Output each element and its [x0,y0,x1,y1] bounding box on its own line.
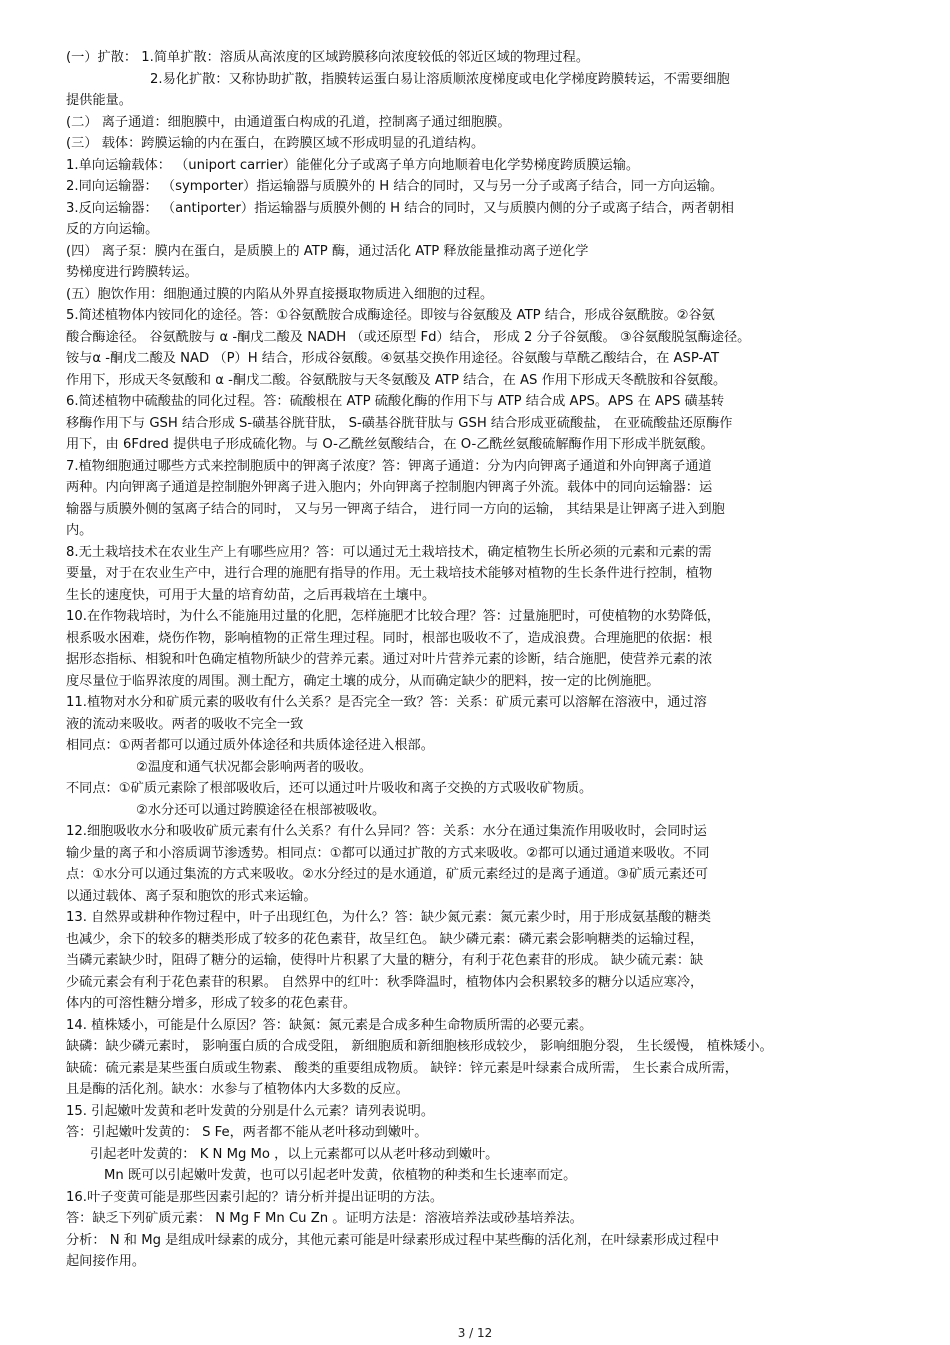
text-line: 答：缺乏下列矿质元素： N Mg F Mn Cu Zn 。证明方法是：溶液培养法或砂基培养法。 [66,1211,583,1226]
text-line: 2.同向运输器： （symporter）指运输器与质膜外的 H 结合的同时，又与另一分子或离子结合，同一方向运输。 [66,179,724,194]
text-line: 当磷元素缺少时，阻碍了糖分的运输，使得叶片积累了大量的糖分，有利于花色素苷的形成。 缺少硫元素：缺 [66,953,704,968]
text-line: 作用下，形成天冬氨酸和 α -酮戊二酸。谷氨酰胺与天冬氨酸及 ATP 结合，在 AS 作用下形成天冬酰胺和谷氨酸。 [66,372,727,388]
text-line: 以通过载体、离子泵和胞饮的形式来运输。 [66,888,317,904]
text-line: 分析： N 和 Mg 是组成叶绿素的成分，其他元素可能是叶绿素形成过程中某些酶的活化剂，在叶绿素形成过程中 [66,1232,720,1248]
text-line: 少硫元素会有利于花色素苷的积累。 自然界中的红叶：秋季降温时，植物体内会积累较多的糖分以适应寒冷， [66,974,704,990]
text-line: 16.叶子变黄可能是那些因素引起的？请分析并提出证明的方法。 [66,1189,444,1205]
text-line: 且是酶的活化剂。缺水：水参与了植物体内大多数的反应。 [66,1082,409,1097]
text-line: (一）扩散： 1.简单扩散：溶质从高浓度的区域跨膜移向浓度较低的邻近区域的物理过程。 [66,50,590,65]
text-line: 提供能量。 [66,93,132,108]
text-line: 液的流动来吸收。两者的吸收不完全一致 [66,716,304,732]
text-line: (二） 离子通道：细胞膜中，由通道蛋白构成的孔道，控制离子通过细胞膜。 [66,114,511,130]
text-line: 点：①水分可以通过集流的方式来吸收。②水分经过的是水通道，矿质元素经过的是离子通道。③矿质元素还可 [66,867,709,882]
text-line: 根系吸水困难，烧伤作物，影响植物的正常生理过程。同时，根部也吸收不了，造成浪费。合理施肥的依据：根 [66,630,713,646]
text-line: 8.无土栽培技术在农业生产上有哪些应用？答：可以通过无土栽培技术，确定植物生长所必须的元素和元素的需 [66,544,712,560]
text-line: 13. 自然界或耕种作物过程中，叶子出现红色，为什么？答：缺少氮元素：氮元素少时，用于形成氨基酸的糖类 [66,910,711,925]
text-line: 相同点：①两者都可以通过质外体途径和共质体途径进入根部。 [66,738,434,753]
text-line: (五）胞饮作用：细胞通过膜的内陷从外界直接摄取物质进入细胞的过程。 [66,286,494,302]
text-line: 答：引起嫩叶发黄的： S Fe，两者都不能从老叶移动到嫩叶。 [66,1125,428,1140]
text-line: 用下，由 6Fdred 提供电子形成硫化物。与 O-乙酰丝氨酸结合，在 O-乙酰丝氨酸硫解酶作用下形成半胱氨酸。 [66,437,714,452]
text-line: 5.简述植物体内铵同化的途径。答：①谷氨酰胺合成酶途径。即铵与谷氨酸及 ATP 结合，形成谷氨酰胺。②谷氨 [66,308,715,323]
text-line: 6.简述植物中硫酸盐的同化过程。答：硫酸根在 ATP 硫酸化酶的作用下与 ATP 结合成 APS。APS 在 APS 磺基转 [66,394,725,409]
text-line: 缺磷：缺少磷元素时， 影响蛋白质的合成受阻， 新细胞质和新细胞核形成较少， 影响细胞分裂， 生长缓慢， 植株矮小。 [66,1039,773,1054]
text-line: 要量，对于在农业生产中，进行合理的施肥有指导的作用。无土栽培技术能够对植物的生长条件进行控制，植物 [66,566,713,581]
text-line: 也减少，余下的较多的糖类形成了较多的花色素苷，故呈红色。 缺少磷元素：磷元素会影响糖类的运输过程， [66,931,704,947]
text-line: 酸合酶途径。 谷氨酰胺与 α -酮戊二酸及 NADH （或还原型 Fd）结合， 形成 2 分子谷氨酸。 ③谷氨酸脱氢酶途径。 [66,329,751,345]
text-line: 铵与α -酮戊二酸及 NAD （P）H 结合，形成谷氨酸。④氨基交换作用途径。谷氨酸与草酰乙酸结合，在 ASP-AT [66,351,720,366]
text-line: ②温度和通气状况都会影响两者的吸收。 [136,759,373,775]
text-line: 引起老叶发黄的： K N Mg Mo ，以上元素都可以从老叶移动到嫩叶。 [90,1146,499,1162]
text-line: 2.易化扩散：又称协助扩散，指膜转运蛋白易让溶质顺浓度梯度或电化学梯度跨膜转运，不需要细胞 [150,71,730,87]
text-line: 体内的可溶性糖分增多，形成了较多的花色素苷。 [66,996,357,1011]
text-line: 缺硫：硫元素是某些蛋白质或生物素、 酸类的重要组成物质。 缺锌：锌元素是叶绿素合成所需， 生长素合成所需， [66,1060,738,1076]
page-number: 3 / 12 [457,1326,493,1340]
text-line: 生长的速度快，可用于大量的培育幼苗，之后再栽培在土壤中。 [66,587,436,603]
text-line: 势梯度进行跨膜转运。 [66,265,198,280]
text-line: 1.单向运输载体： （uniport carrier）能催化分子或离子单方向地顺着电化学势梯度跨质膜运输。 [66,157,640,173]
text-line: 10.在作物栽培时，为什么不能施用过量的化肥，怎样施肥才比较合理？答：过量施肥时，可使植物的水势降低， [66,609,720,624]
text-line: 内。 [66,523,93,538]
text-line: 反的方向运输。 [66,222,159,237]
text-line: 12.细胞吸收水分和吸收矿质元素有什么关系？有什么异同？答：关系：水分在通过集流作用吸收时，会同时运 [66,824,707,839]
text-line: 输器与质膜外侧的氢离子结合的同时， 又与另一钾离子结合， 进行同一方向的运输， 其结果是让钾离子进入到胞 [66,501,725,517]
text-line: ②水分还可以通过跨膜途径在根部被吸收。 [136,802,386,818]
text-line: 度尽量位于临界浓度的周围。测土配方，确定土壤的成分，从而确定缺少的肥料，按一定的比例施肥。 [66,673,660,689]
text-line: 不同点：①矿质元素除了根部吸收后，还可以通过叶片吸收和离子交换的方式吸收矿物质。 [66,781,593,796]
text-line: 7.植物细胞通过哪些方式来控制胞质中的钾离子浓度？答：钾离子通道：分为内向钾离子通道和外向钾离子通道 [66,458,712,474]
text-line: Mn 既可以引起嫩叶发黄，也可以引起老叶发黄，依植物的种类和生长速率而定。 [104,1168,577,1183]
document-body [66,47,886,1273]
text-line: 两种。内向钾离子通道是控制胞外钾离子进入胞内；外向钾离子控制胞内钾离子外流。载体中的同向运输器：运 [66,480,713,495]
text-line: (三） 载体：跨膜运输的内在蛋白，在跨膜区域不形成明显的孔道结构。 [66,136,485,151]
text-line: (四） 离子泵：膜内在蛋白，是质膜上的 ATP 酶，通过活化 ATP 释放能量推动离子逆化学 [66,243,589,259]
text-line: 11.植物对水分和矿质元素的吸收有什么关系？是否完全一致？答：关系：矿质元素可以溶解在溶液中，通过溶 [66,695,707,710]
text-line: 起间接作用。 [66,1254,146,1269]
text-line: 14. 植株矮小，可能是什么原因？答：缺氮：氮元素是合成多种生命物质所需的必要元素。 [66,1017,593,1033]
text-line: 据形态指标、相貌和叶色确定植物所缺少的营养元素。通过对叶片营养元素的诊断，结合施肥，使营养元素的浓 [66,652,713,667]
text-line: 15. 引起嫩叶发黄和老叶发黄的分别是什么元素？请列表说明。 [66,1103,435,1119]
text-line: 输少量的离子和小溶质调节渗透势。相同点：①都可以通过扩散的方式来吸收。②都可以通过通道来吸收。不同 [66,845,710,861]
text-line: 3.反向运输器： （antiporter）指运输器与质膜外侧的 H 结合的同时，又与质膜内侧的分子或离子结合，两者朝相 [66,200,734,216]
text-line: 移酶作用下与 GSH 结合形成 S-磺基谷胱苷肽， S-磺基谷胱苷肽与 GSH 结合形成亚硫酸盐， 在亚硫酸盐还原酶作 [66,415,733,431]
